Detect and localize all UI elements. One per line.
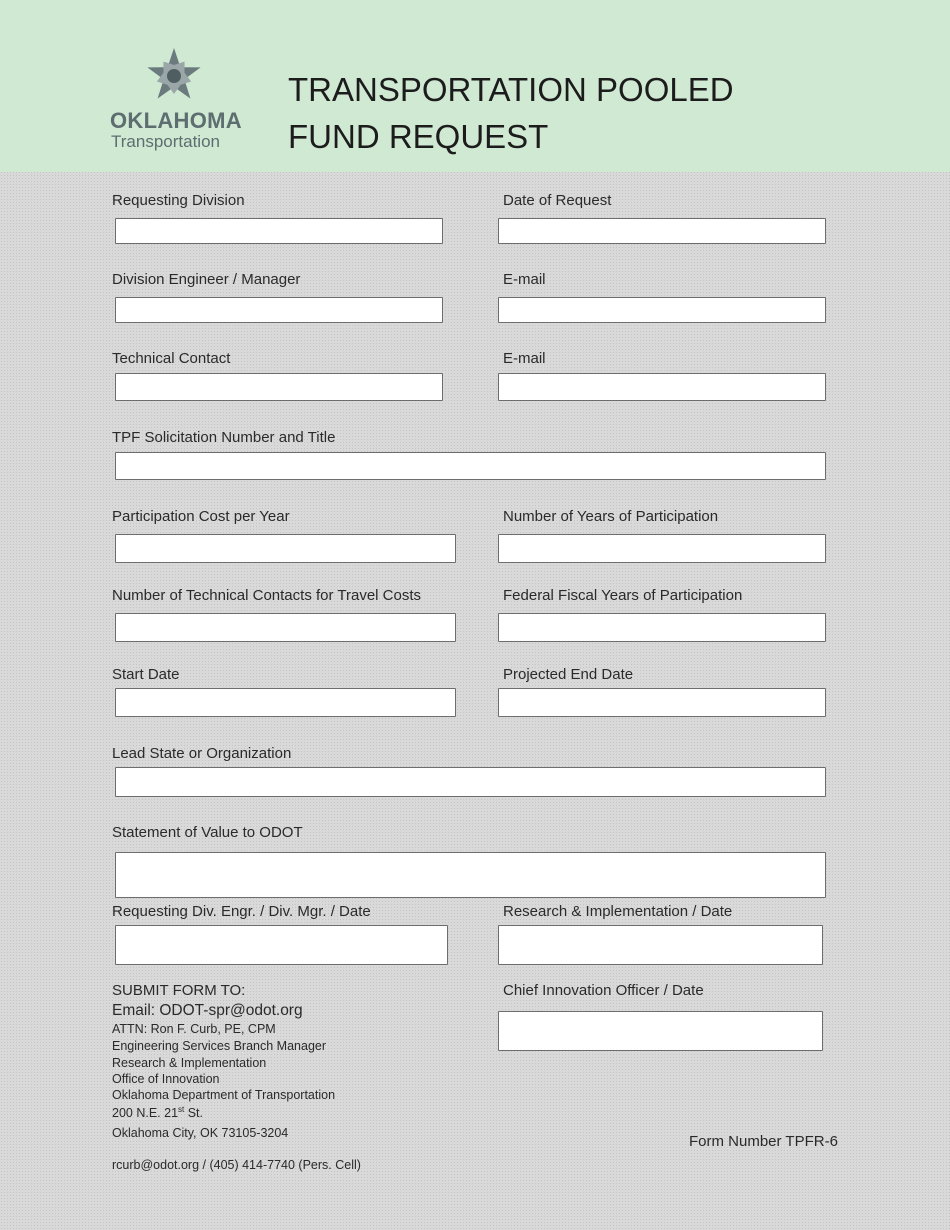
label-date-of-request: Date of Request — [503, 192, 612, 209]
statement-value-field[interactable] — [115, 852, 826, 898]
email-field-1[interactable] — [498, 297, 826, 323]
page-title-line1: TRANSPORTATION POOLED — [288, 71, 734, 108]
label-start-date: Start Date — [112, 666, 180, 683]
chief-innovation-field[interactable] — [498, 1011, 823, 1051]
label-email-1: E-mail — [503, 271, 546, 288]
label-years-participation: Number of Years of Participation — [503, 508, 719, 525]
submit-street-number: 200 N.E. 21 — [112, 1106, 179, 1121]
label-chief-innovation: Chief Innovation Officer / Date — [503, 982, 704, 999]
submit-street-end: St. — [184, 1106, 204, 1121]
email-field-2[interactable] — [498, 373, 826, 401]
label-participation-cost: Participation Cost per Year — [112, 508, 290, 525]
start-date-field[interactable] — [115, 688, 456, 717]
submit-email[interactable]: Email: ODOT-spr@odot.org — [112, 1002, 303, 1019]
submit-org: Oklahoma Department of Transportation — [112, 1088, 336, 1102]
label-lead-state: Lead State or Organization — [112, 745, 292, 762]
label-requesting-div-engr: Requesting Div. Engr. / Div. Mgr. / Date — [112, 903, 371, 920]
label-projected-end-date: Projected End Date — [503, 666, 634, 683]
header-banner — [0, 0, 950, 172]
submit-title: Engineering Services Branch Manager — [112, 1039, 327, 1053]
division-engineer-field[interactable] — [115, 297, 443, 323]
lead-state-field[interactable] — [115, 767, 826, 797]
page-title — [288, 66, 734, 160]
label-tech-contacts-travel: Number of Technical Contacts for Travel Costs — [112, 587, 422, 604]
label-requesting-division: Requesting Division — [112, 192, 245, 209]
submit-city: Oklahoma City, OK 73105-3204 — [112, 1126, 289, 1140]
page-title-line2: FUND REQUEST — [288, 118, 549, 155]
star-logo-icon — [144, 46, 204, 106]
projected-end-date-field[interactable] — [498, 688, 826, 717]
label-tpf-solicitation: TPF Solicitation Number and Title — [112, 429, 336, 446]
technical-contact-field[interactable] — [115, 373, 443, 401]
label-email-2: E-mail — [503, 350, 546, 367]
submit-contact: rcurb@odot.org / (405) 414-7740 (Pers. Cell) — [112, 1158, 361, 1172]
label-federal-fiscal-years: Federal Fiscal Years of Participation — [503, 587, 743, 604]
label-technical-contact: Technical Contact — [112, 350, 231, 367]
odot-logo — [108, 46, 248, 156]
logo-wordmark-oklahoma: OKLAHOMA — [110, 108, 242, 133]
submit-office: Office of Innovation — [112, 1072, 220, 1086]
federal-fiscal-years-field[interactable] — [498, 613, 826, 642]
submit-street — [112, 1105, 203, 1120]
submit-heading: SUBMIT FORM TO: — [112, 982, 246, 999]
label-statement-value: Statement of Value to ODOT — [112, 824, 303, 841]
requesting-div-engr-field[interactable] — [115, 925, 448, 965]
research-implementation-field[interactable] — [498, 925, 823, 965]
participation-cost-field[interactable] — [115, 534, 456, 563]
submit-attn: ATTN: Ron F. Curb, PE, CPM — [112, 1022, 276, 1036]
submit-street-suffix: st — [178, 1105, 185, 1114]
form-number: Form Number TPFR-6 — [689, 1133, 838, 1150]
date-of-request-field[interactable] — [498, 218, 826, 244]
years-participation-field[interactable] — [498, 534, 826, 563]
tech-contacts-travel-field[interactable] — [115, 613, 456, 642]
logo-wordmark-transportation: Transportation — [111, 132, 220, 151]
label-research-implementation: Research & Implementation / Date — [503, 903, 733, 920]
tpf-solicitation-field[interactable] — [115, 452, 826, 480]
requesting-division-field[interactable] — [115, 218, 443, 244]
submit-dept: Research & Implementation — [112, 1056, 267, 1070]
label-division-engineer: Division Engineer / Manager — [112, 271, 301, 288]
